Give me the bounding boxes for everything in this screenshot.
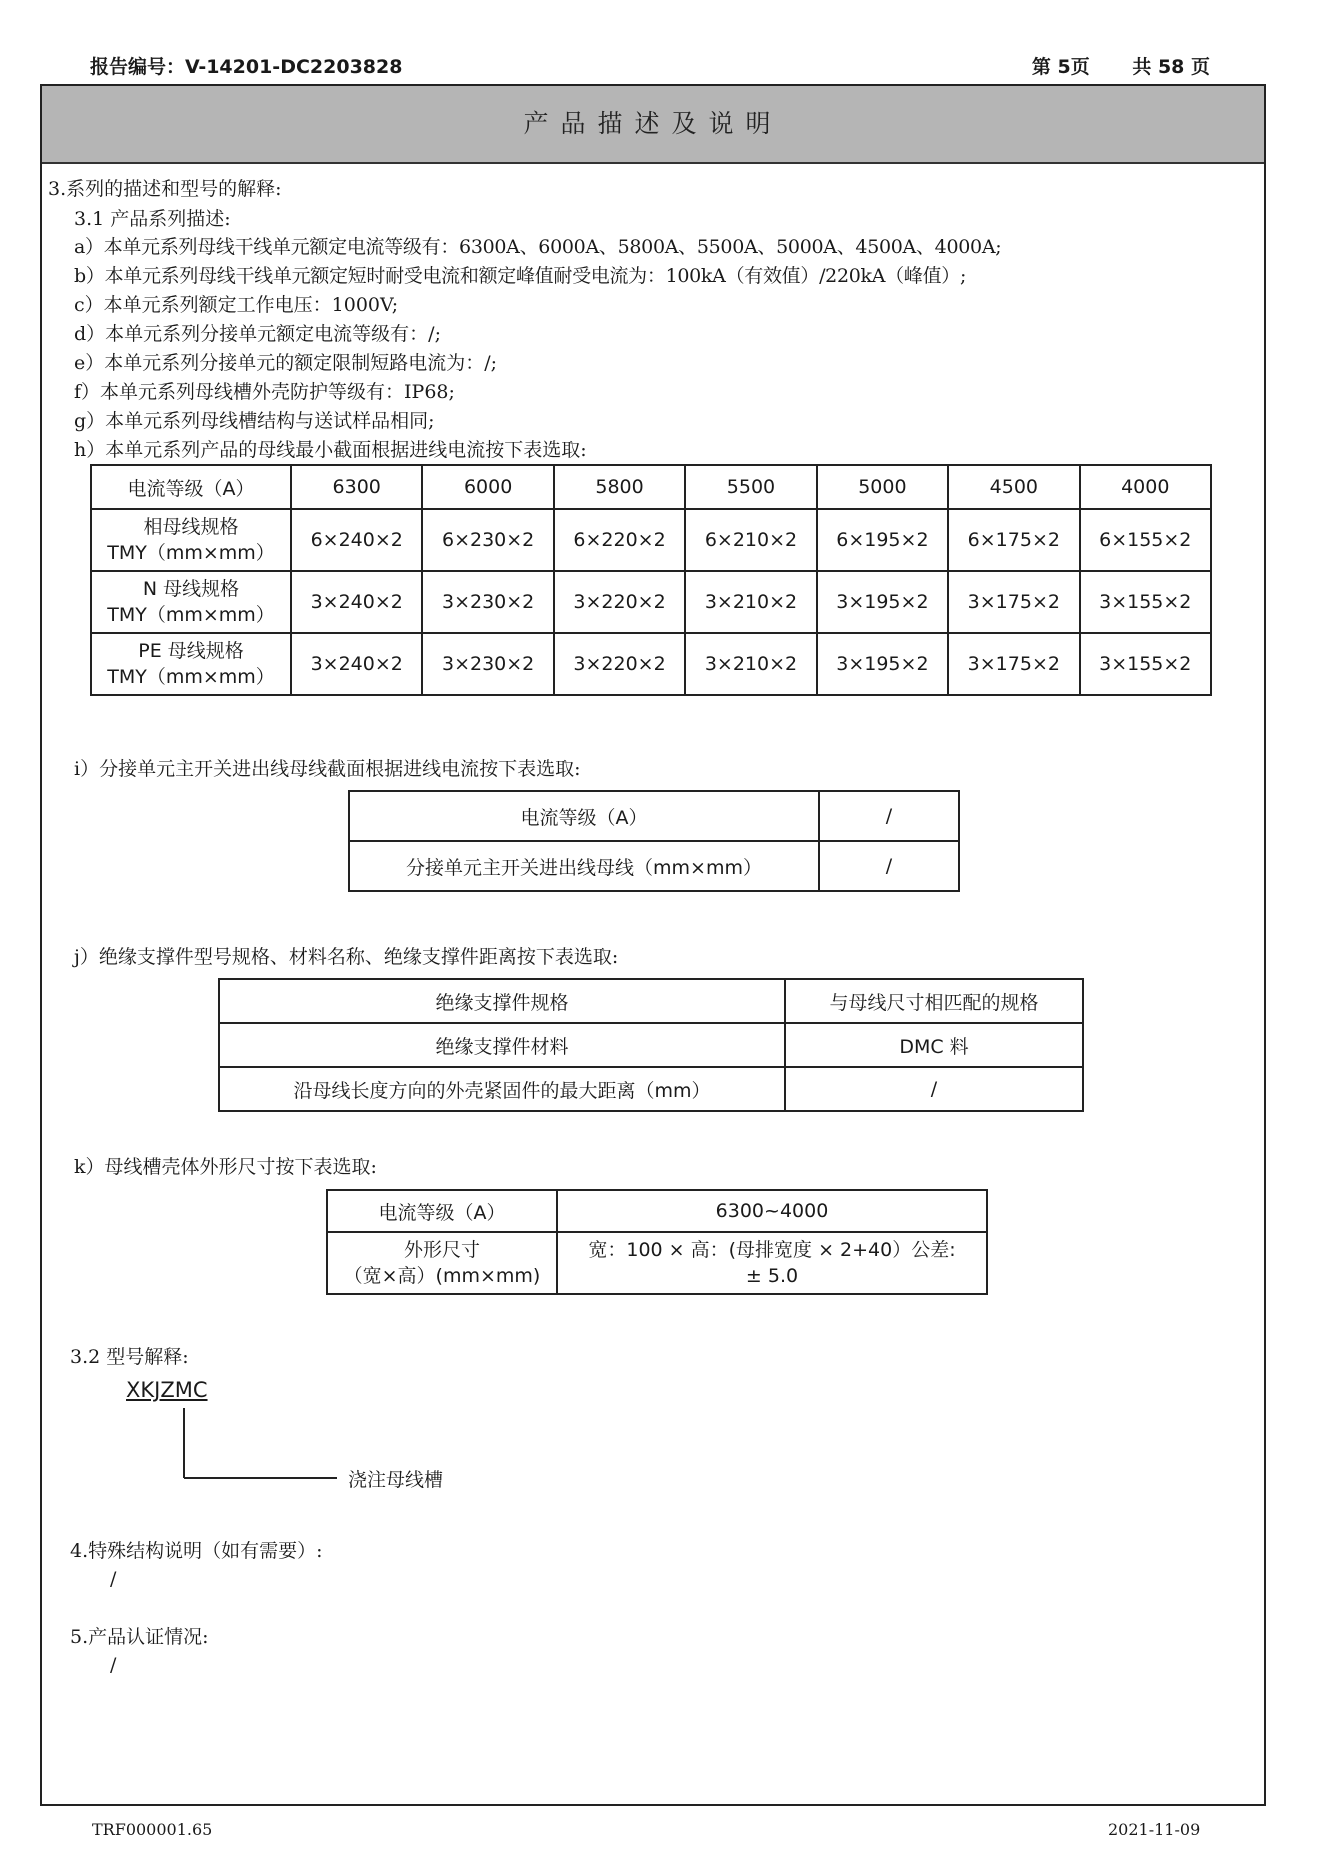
table-cell: 6×210×2 [685,509,816,571]
table-row [91,465,1211,509]
table-row [327,1190,987,1232]
item-g: g）本单元系列母线槽结构与送试样品相同; [74,410,435,432]
footer-date: 2021-11-09 [1108,1820,1201,1839]
table-row [349,791,959,841]
sec5-title: 5.产品认证情况: [70,1626,209,1648]
table-cell: 3×220×2 [554,633,685,695]
enclosure-size-table [326,1189,988,1295]
size-label-line1: 外形尺寸 [403,1239,480,1261]
table-cell: 3×195×2 [817,571,948,633]
insulator-table [218,978,1084,1112]
item-i: i）分接单元主开关进出线母线截面根据进线电流按下表选取: [74,758,581,780]
table-row [91,571,1211,633]
table-cell: / [819,791,959,841]
page-number: 第 5页 [1031,56,1090,78]
item-d: d）本单元系列分接单元额定电流等级有：/; [74,323,441,345]
table-cell: 3×175×2 [948,571,1079,633]
item-a: a）本单元系列母线干线单元额定电流等级有：6300A、6000A、5800A、5500A、5000A、4500A、4000A; [74,236,1002,258]
table-cell: 6×240×2 [291,509,422,571]
page-info [996,52,1210,79]
table-cell: 3×210×2 [685,571,816,633]
table-header-cell: 电流等级（A） [91,465,291,509]
item-f: f）本单元系列母线槽外壳防护等级有：IP68; [74,381,455,403]
row-label-line2: TMY（mm×mm） [107,666,275,688]
table-cell: 3×230×2 [422,633,553,695]
table-cell: 3×240×2 [291,571,422,633]
table-cell: 6×195×2 [817,509,948,571]
table-cell: 与母线尺寸相匹配的规格 [785,979,1083,1023]
report-number: 报告编号：V-14201-DC2203828 [90,56,403,78]
table-cell: 6×155×2 [1080,509,1211,571]
row-label-line1: PE 母线规格 [138,640,244,662]
table-row [219,1067,1083,1111]
table-row [219,1023,1083,1067]
row-label-line1: N 母线规格 [142,578,240,600]
table-cell [327,1232,557,1294]
table-cell: 沿母线长度方向的外壳紧固件的最大距离（mm） [219,1067,785,1111]
table-header-cell: 5500 [685,465,816,509]
item-c: c）本单元系列额定工作电压：1000V; [74,294,399,316]
table-cell: / [785,1067,1083,1111]
table-cell [557,1232,987,1294]
table-cell: 电流等级（A） [349,791,819,841]
table-cell: 分接单元主开关进出线母线（mm×mm） [349,841,819,891]
table-header-cell: 6300 [291,465,422,509]
item-h: h）本单元系列产品的母线最小截面根据进线电流按下表选取: [74,439,587,461]
item-k: k）母线槽壳体外形尺寸按下表选取: [74,1156,377,1178]
row-label [91,509,291,571]
form-number: TRF000001.65 [92,1820,213,1839]
item-e: e）本单元系列分接单元的额定限制短路电流为：/; [74,352,498,374]
size-value-line1: 宽：100 × 高：(母排宽度 × 2+40）公差: [588,1239,956,1261]
banner-title: 产品描述及说明 [42,86,1264,164]
table-header-cell: 4500 [948,465,1079,509]
table-row [349,841,959,891]
row-label [91,571,291,633]
tap-unit-table [348,790,960,892]
table-row [91,509,1211,571]
document-frame [40,84,1266,1806]
table-cell: 3×175×2 [948,633,1079,695]
item-b: b）本单元系列母线干线单元额定短时耐受电流和额定峰值耐受电流为：100kA（有效值）/220kA（峰值）; [74,265,967,287]
table-header-cell: 4000 [1080,465,1211,509]
sec4-value: / [110,1568,117,1590]
table-cell: / [819,841,959,891]
table-header-cell: 6000 [422,465,553,509]
table-cell: 3×195×2 [817,633,948,695]
table-row [327,1232,987,1294]
table-cell: 6×175×2 [948,509,1079,571]
row-label-line2: TMY（mm×mm） [107,542,275,564]
table-header-cell: 5800 [554,465,685,509]
table-cell: 电流等级（A） [327,1190,557,1232]
model-code: XKJZMC [126,1378,208,1402]
table-cell: 3×210×2 [685,633,816,695]
table-cell: 3×155×2 [1080,571,1211,633]
model-meaning: 浇注母线槽 [348,1469,444,1491]
table-row [219,979,1083,1023]
table-cell: 6300~4000 [557,1190,987,1232]
sec32-title: 3.2 型号解释: [70,1346,189,1368]
busbar-section-table [90,464,1212,696]
table-cell: 3×230×2 [422,571,553,633]
table-cell: 绝缘支撑件规格 [219,979,785,1023]
table-cell: 6×230×2 [422,509,553,571]
row-label-line1: 相母线规格 [143,516,239,538]
row-label [91,633,291,695]
page-header [90,52,1210,86]
page-total: 共 58 页 [1132,56,1210,78]
sec3-title: 3.系列的描述和型号的解释: [48,178,282,200]
sec4-title: 4.特殊结构说明（如有需要）: [70,1540,323,1562]
table-cell: 3×155×2 [1080,633,1211,695]
table-row [91,633,1211,695]
table-header-cell: 5000 [817,465,948,509]
sec31-title: 3.1 产品系列描述: [74,208,231,230]
table-cell: 3×240×2 [291,633,422,695]
item-j: j）绝缘支撑件型号规格、材料名称、绝缘支撑件距离按下表选取: [74,946,619,968]
table-cell: 3×220×2 [554,571,685,633]
size-label-line2: （宽×高）(mm×mm) [343,1265,541,1287]
table-cell: DMC 料 [785,1023,1083,1067]
row-label-line2: TMY（mm×mm） [107,604,275,626]
size-value-line2: ± 5.0 [745,1265,799,1287]
model-tree-lines [182,1408,342,1488]
table-cell: 绝缘支撑件材料 [219,1023,785,1067]
sec5-value: / [110,1654,117,1676]
table-cell: 6×220×2 [554,509,685,571]
